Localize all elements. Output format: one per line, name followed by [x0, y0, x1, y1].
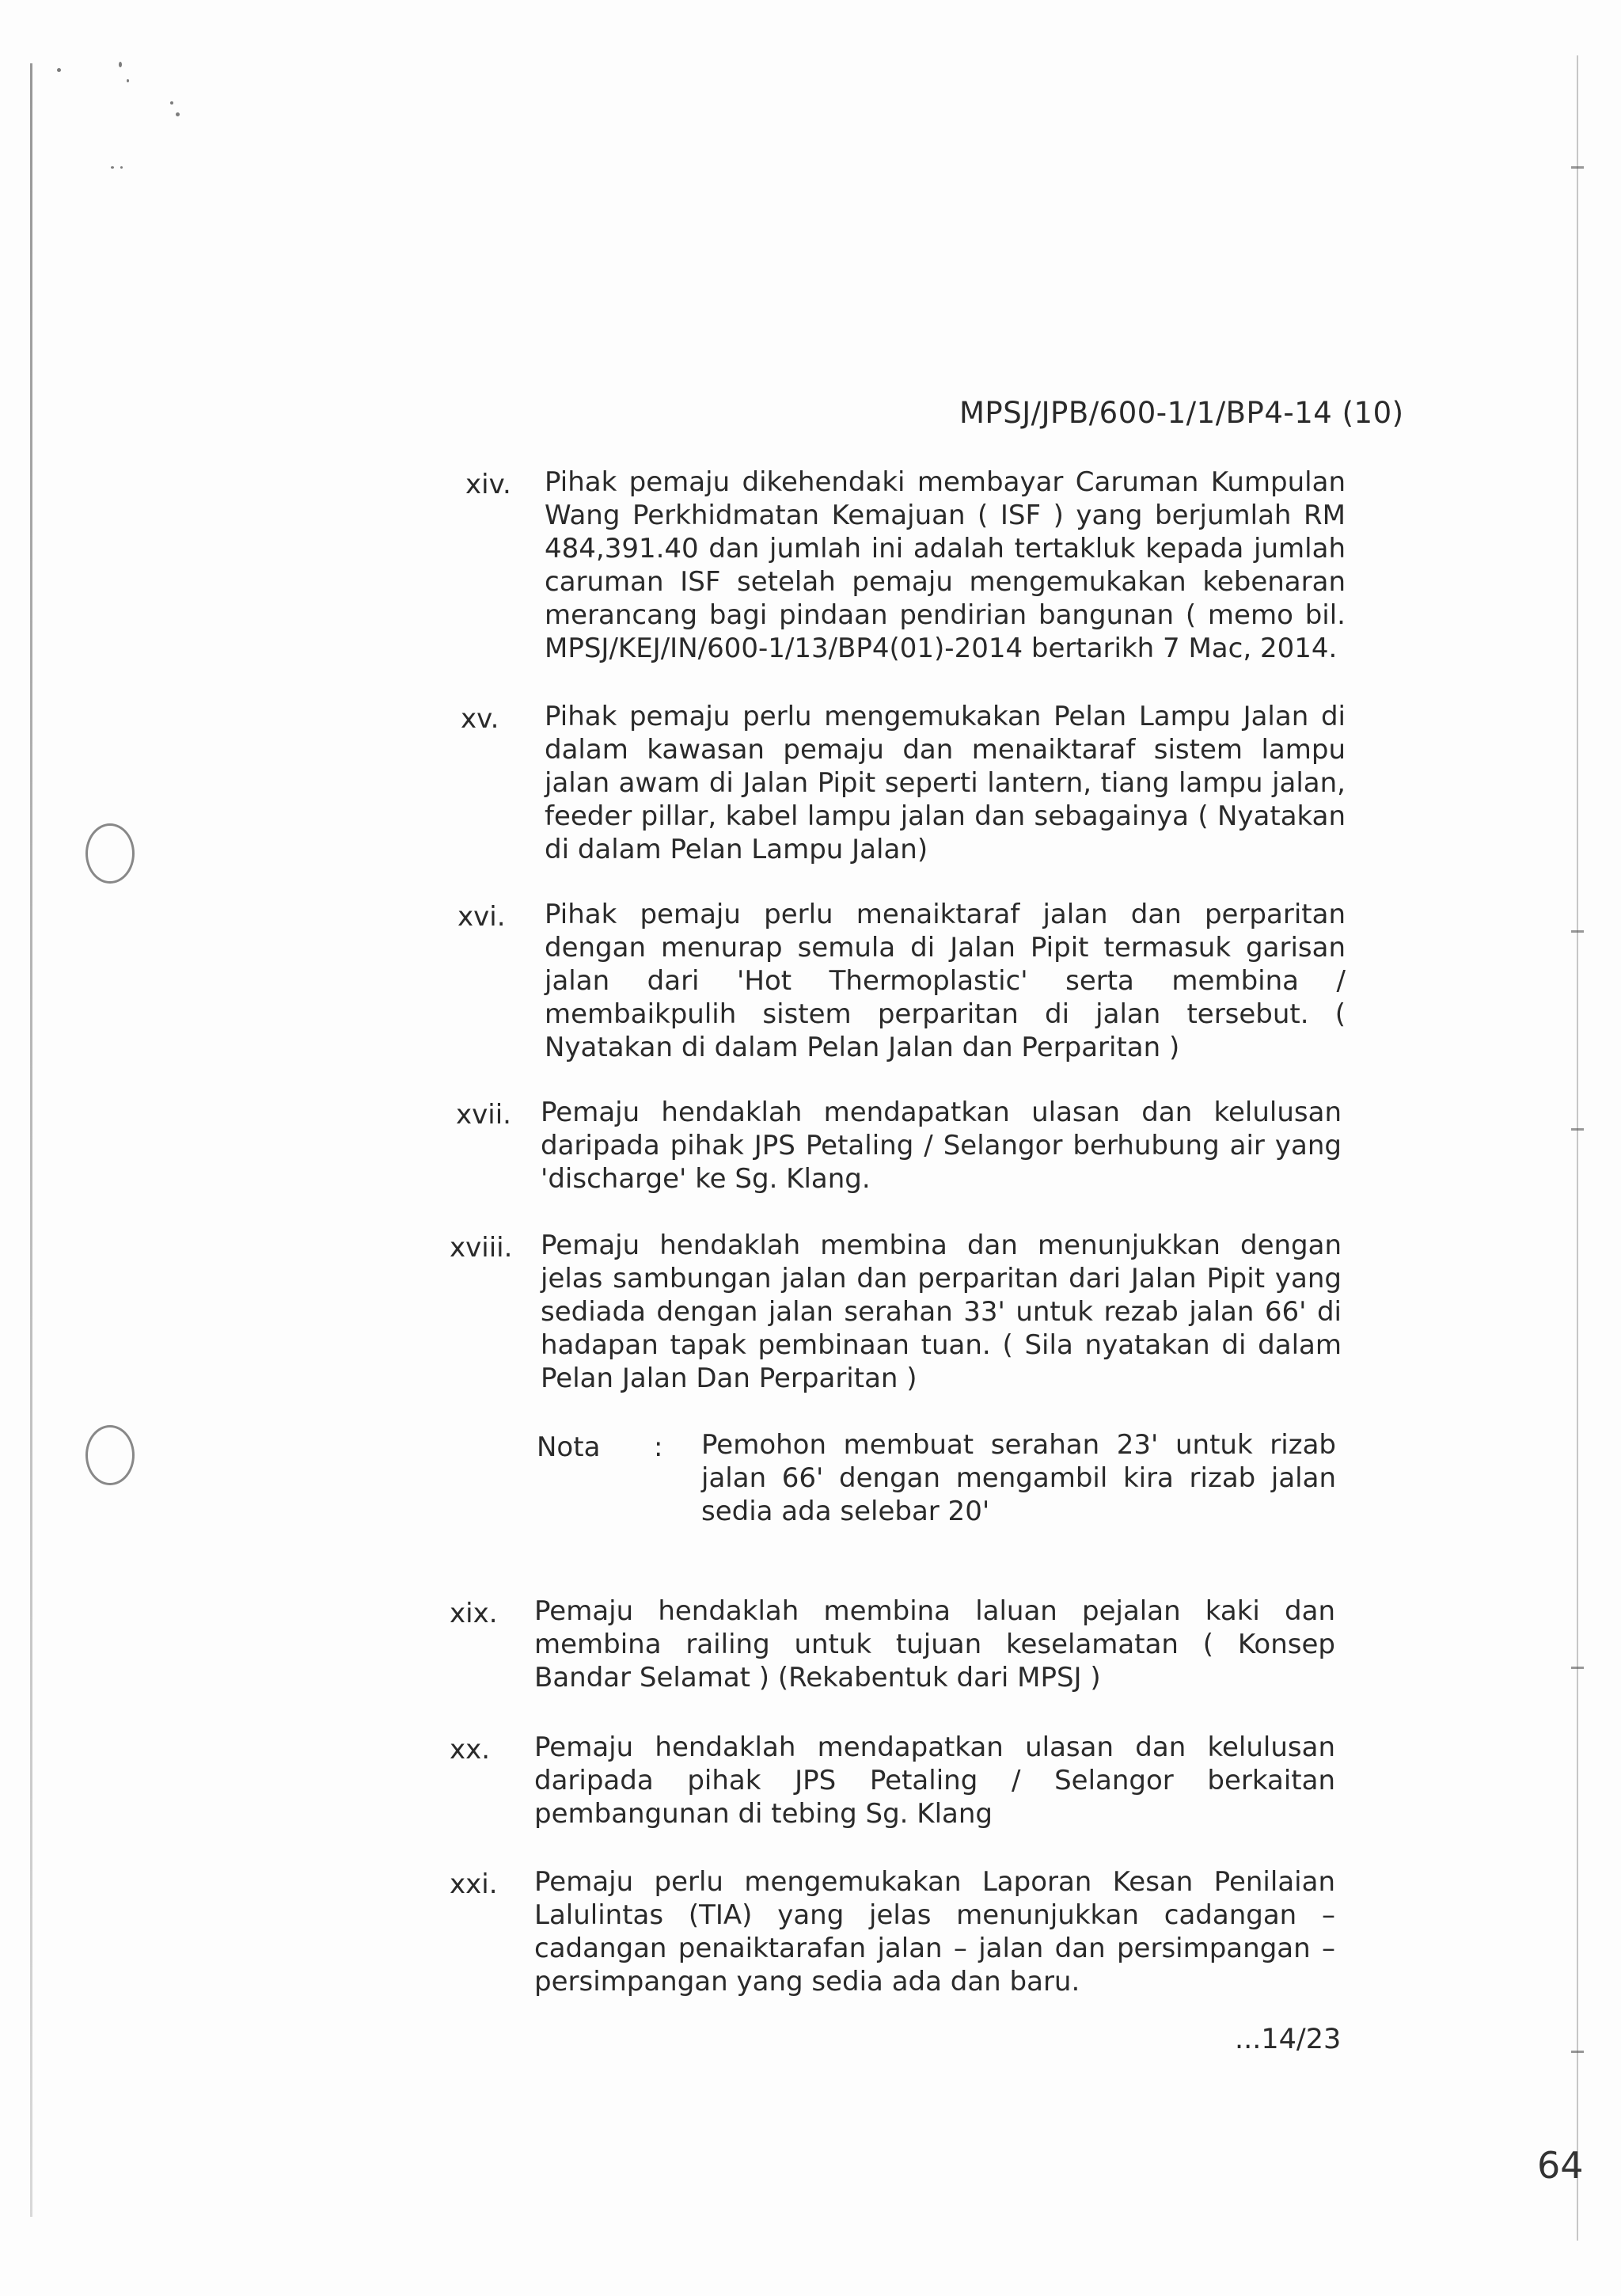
- document-reference: MPSJ/JPB/600-1/1/BP4-14 (10): [959, 396, 1404, 430]
- page-number: 64: [1537, 2144, 1584, 2187]
- page-continuation: ...14/23: [1235, 2024, 1342, 2055]
- nota-separator: :: [654, 1431, 663, 1463]
- item-text-xvii: Pemaju hendaklah mendapatkan ulasan dan kelulusan daripada pihak JPS Petaling / Selangor berhubung air yang 'discharge' ke Sg. Klang.: [541, 1097, 1342, 1195]
- item-number-xv: xv.: [461, 703, 499, 735]
- item-number-xvi: xvi.: [457, 901, 506, 933]
- item-text-xiv: Pihak pemaju dikehendaki membayar Caruman Kumpulan Wang Perkhidmatan Kemajuan ( ISF ) yang berjumlah RM 484,391.40 dan jumlah ini adalah tertakluk kepada jumlah caruman ISF setelah pemaju mengemukakan kebenaran merancang bagi pindaan pendirian bangunan ( memo bil. MPSJ/KEJ/IN/600-1/13/BP4(01)-2014 bertarikh 7 Mac, 2014.: [545, 466, 1346, 664]
- scan-tick: [1571, 1667, 1584, 1669]
- scan-right-edge: [1577, 55, 1578, 2241]
- item-number-xix: xix.: [450, 1598, 498, 1629]
- scan-speck: [120, 166, 123, 169]
- item-text-xv: Pihak pemaju perlu mengemukakan Pelan Lampu Jalan di dalam kawasan pemaju dan menaiktaraf sistem lampu jalan awam di Jalan Pipit seperti lantern, tiang lampu jalan, feeder pillar, kabel lampu jalan dan sebagainya ( Nyatakan di dalam Pelan Lampu Jalan): [545, 701, 1346, 865]
- scan-tick: [1571, 166, 1584, 169]
- item-text-xvi: Pihak pemaju perlu menaiktaraf jalan dan perparitan dengan menurap semula di Jalan Pipit termasuk garisan jalan dari 'Hot Thermoplastic' serta membina / membaikpulih sistem perparitan di jalan tersebut. ( Nyatakan di dalam Pelan Jalan dan Perparitan ): [545, 899, 1346, 1063]
- scan-tick: [1571, 2051, 1584, 2053]
- item-text-xviii: Pemaju hendaklah membina dan menunjukkan dengan jelas sambungan jalan dan perparitan dari Jalan Pipit yang sediada dengan jalan serahan 33' untuk rezab jalan 66' di hadapan tapak pembinaan tuan. ( Sila nyatakan di dalam Pelan Jalan Dan Perparitan ): [541, 1230, 1342, 1394]
- item-text-xx: Pemaju hendaklah mendapatkan ulasan dan kelulusan daripada pihak JPS Petaling / Selangor berkaitan pembangunan di tebing Sg. Klang: [534, 1732, 1335, 1830]
- nota-label: Nota: [537, 1431, 601, 1463]
- item-number-xviii: xviii.: [450, 1232, 513, 1264]
- scan-speck: [119, 62, 122, 67]
- scan-speck: [127, 79, 129, 82]
- item-text-xix: Pemaju hendaklah membina laluan pejalan kaki dan membina railing untuk tujuan keselamatan ( Konsep Bandar Selamat ) (Rekabentuk dari MPSJ ): [534, 1595, 1335, 1693]
- item-number-xx: xx.: [450, 1734, 491, 1766]
- item-text-xxi: Pemaju perlu mengemukakan Laporan Kesan Penilaian Lalulintas (TIA) yang jelas menunjukkan cadangan – cadangan penaiktarafan jalan – jalan dan persimpangan – persimpangan yang sedia ada dan baru.: [534, 1866, 1335, 1998]
- scan-speck: [57, 68, 61, 72]
- item-number-xxi: xxi.: [450, 1868, 498, 1900]
- scan-speck: [176, 112, 180, 116]
- item-number-xiv: xiv.: [465, 469, 511, 500]
- scan-tick: [1571, 930, 1584, 933]
- punch-hole-mark: [85, 823, 135, 884]
- item-number-xvii: xvii.: [456, 1099, 511, 1131]
- nota-text: Pemohon membuat serahan 23' untuk rizab jalan 66' dengan mengambil kira rizab jalan sedia ada selebar 20': [701, 1429, 1336, 1527]
- punch-hole-mark: [85, 1425, 135, 1485]
- scan-tick: [1571, 1128, 1584, 1131]
- scan-speck: [170, 101, 173, 105]
- scan-speck: [111, 166, 114, 169]
- scan-left-edge: [30, 63, 32, 2217]
